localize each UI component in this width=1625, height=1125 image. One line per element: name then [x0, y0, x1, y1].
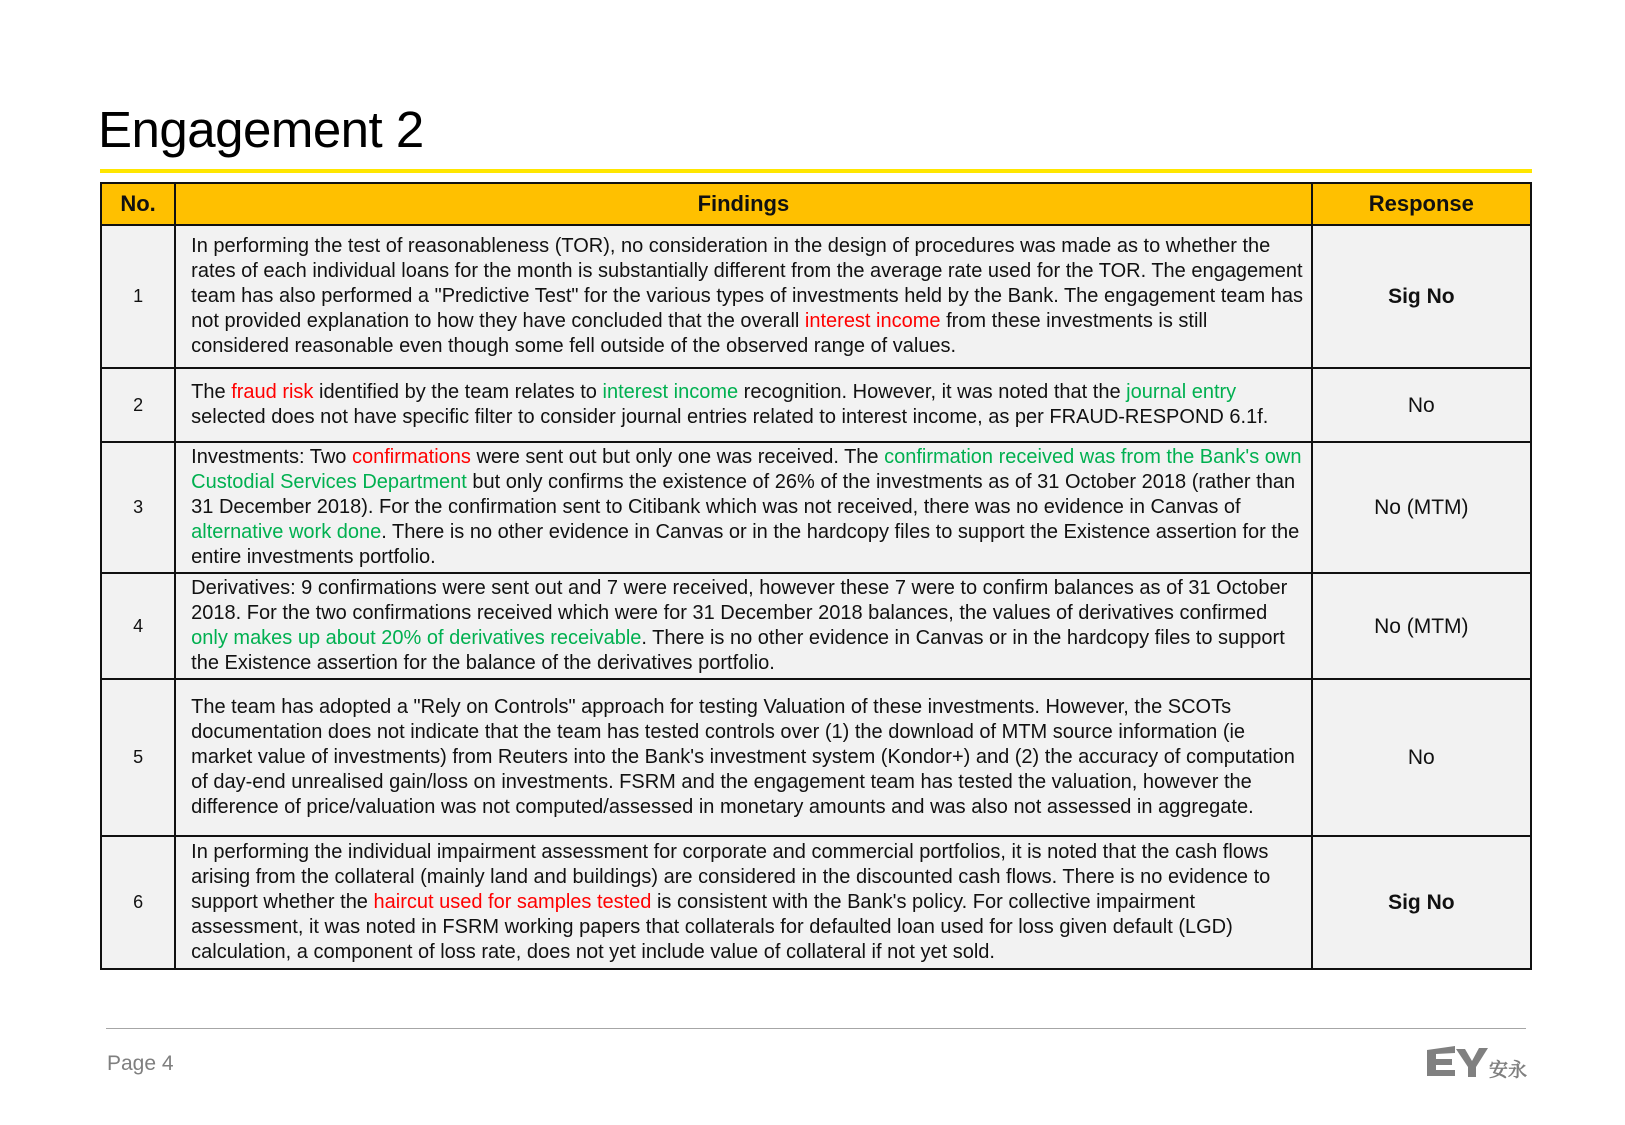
highlighted-phrase: confirmation received was from the Bank's own Custodial Services Department	[191, 446, 1302, 493]
highlighted-phrase: journal entry	[1126, 381, 1237, 403]
response-value: No	[1312, 368, 1531, 442]
finding-segment: The	[191, 381, 232, 403]
table-header-row	[101, 183, 1531, 225]
finding-text	[175, 225, 1311, 368]
row-number: 6	[101, 836, 175, 969]
highlighted-phrase: interest income	[804, 310, 941, 332]
title-underline	[100, 169, 1532, 173]
finding-segment: identified by the team relates to	[313, 381, 603, 403]
finding-text	[175, 442, 1311, 573]
highlighted-phrase: fraud risk	[231, 381, 314, 403]
highlighted-phrase: haircut used for samples tested	[373, 891, 652, 913]
finding-segment: selected does not have specific filter to consider journal entries related to interest income, as per FRAUD-RESPOND 6.1f.	[191, 406, 1269, 428]
highlighted-phrase: only makes up about 20% of derivatives receivable	[191, 627, 642, 649]
finding-segment: Investments: Two	[191, 446, 352, 468]
row-number: 5	[101, 679, 175, 836]
table-row	[101, 442, 1531, 573]
highlighted-phrase: interest income	[602, 381, 739, 403]
row-number: 1	[101, 225, 175, 368]
finding-text	[175, 573, 1311, 679]
finding-segment: were sent out but only one was received. The	[470, 446, 885, 468]
response-value: No	[1312, 679, 1531, 836]
response-value: Sig No	[1312, 836, 1531, 969]
findings-table	[100, 182, 1532, 970]
column-header-response: Response	[1312, 183, 1531, 225]
ey-logo	[1425, 1042, 1530, 1084]
finding-segment: recognition. However, it was noted that the	[738, 381, 1127, 403]
finding-text	[175, 836, 1311, 969]
finding-segment: In performing the test of reasonableness (TOR), no consideration in the design of procedures was made as to whether the rates of each individual loans for the month is substantially different from the average rate used for the TOR. The engagement team has also performed a "Predictive Test" for the various types of investments held by the Bank. The engagement team has not provided explanation to how they have concluded that the overall	[191, 235, 1303, 332]
finding-segment: The team has adopted a "Rely on Controls" approach for testing Valuation of these investments. However, the SCOTs documentation does not indicate that the team has tested controls over (1) the download of MTM source information (ie market value of investments) from Reuters into the Bank's investment system (Kondor+) and (2) the accuracy of computation of day-end unrealised gain/loss on investments. FSRM and the engagement team has tested the valuation, however the difference of price/valuation was not computed/assessed in monetary amounts and was also not assessed in aggregate.	[191, 696, 1295, 818]
table-row	[101, 573, 1531, 679]
column-header-findings: Findings	[175, 183, 1311, 225]
table-row	[101, 836, 1531, 969]
finding-segment: is consistent with the Bank's policy. For collective impairment assessment, it was noted in FSRM working papers that collaterals for defaulted loan used for loss given default (LGD) calculation, a component of loss rate, does not yet include value of collateral if not yet sold.	[191, 891, 1233, 963]
response-value: Sig No	[1312, 225, 1531, 368]
response-value: No (MTM)	[1312, 573, 1531, 679]
footer-divider	[106, 1028, 1526, 1029]
table-row	[101, 225, 1531, 368]
logo-cjk-text: 安永	[1489, 1059, 1528, 1081]
highlighted-phrase: alternative work done	[191, 521, 382, 543]
page-number: Page 4	[107, 1052, 174, 1075]
page-title: Engagement 2	[98, 101, 424, 158]
highlighted-phrase: confirmations	[351, 446, 471, 468]
table-row	[101, 679, 1531, 836]
finding-segment: but only confirms the existence of 26% of the investments as of 31 October 2018 (rather than 31 December 2018). For the confirmation sent to Citibank which was not received, there was no evidence in Canvas of	[191, 471, 1296, 518]
finding-segment: Derivatives: 9 confirmations were sent out and 7 were received, however these 7 were to confirm balances as of 31 October 2018. For the two confirmations received which were for 31 December 2018 balances, the values of derivatives confirmed	[191, 577, 1288, 624]
row-number: 2	[101, 368, 175, 442]
column-header-no: No.	[101, 183, 175, 225]
response-value: No (MTM)	[1312, 442, 1531, 573]
finding-text	[175, 679, 1311, 836]
row-number: 4	[101, 573, 175, 679]
row-number: 3	[101, 442, 175, 573]
finding-segment: In performing the individual impairment assessment for corporate and commercial portfolios, it is noted that the cash flows arising from the collateral (mainly land and buildings) are considered in the discounted cash flows. There is no evidence to support whether the	[191, 841, 1271, 913]
finding-segment: . There is no other evidence in Canvas or in the hardcopy files to support the Existence assertion for the entire investments portfolio.	[191, 521, 1300, 568]
finding-segment: . There is no other evidence in Canvas or in the hardcopy files to support the Existence assertion for the balance of the derivatives portfolio.	[191, 627, 1285, 674]
finding-text	[175, 368, 1311, 442]
table-row	[101, 368, 1531, 442]
finding-segment: from these investments is still considered reasonable even though some fell outside of the observed range of values.	[191, 310, 1208, 357]
